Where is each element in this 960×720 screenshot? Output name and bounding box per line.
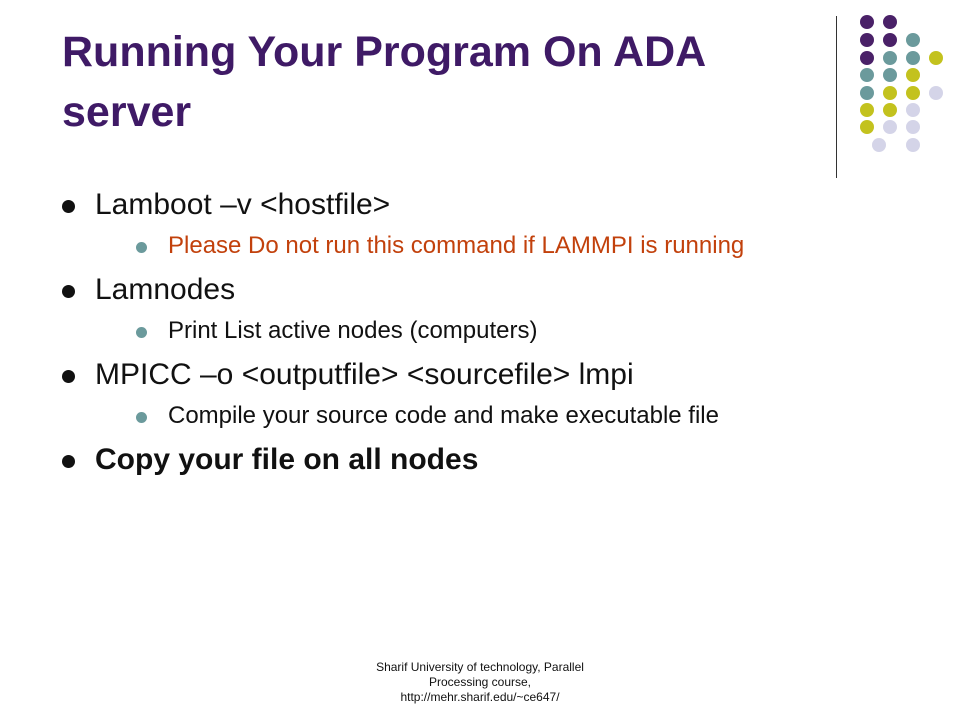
slide-title: Running Your Program On ADA server	[62, 28, 705, 136]
sub-bullet-list	[95, 400, 900, 431]
bullet-text: MPICC –o <outputfile> <sourcefile> lmpi	[95, 358, 634, 391]
bullet-lamnodes	[60, 269, 900, 346]
sub-bullet-warning: Please Do not run this command if LAMMPI is running	[95, 230, 900, 261]
title-divider	[836, 16, 837, 178]
bullet-copy-files	[60, 439, 900, 481]
sub-bullet-list	[95, 230, 900, 261]
slide-footer: Sharif University of technology, Parallel Processing course, http://mehr.sharif.edu/~ce647/	[376, 660, 584, 704]
bullet-lamboot	[60, 184, 900, 261]
bullet-text: Copy your file on all nodes	[95, 443, 479, 476]
sub-bullet: Print List active nodes (computers)	[95, 315, 900, 346]
bullet-text: Lamnodes	[95, 273, 236, 306]
bullet-mpicc	[60, 354, 900, 431]
bullet-text: Lamboot –v <hostfile>	[95, 188, 391, 221]
sub-bullet: Compile your source code and make executable file	[95, 400, 900, 431]
sub-bullet-list	[95, 315, 900, 346]
bullet-list	[60, 184, 900, 481]
